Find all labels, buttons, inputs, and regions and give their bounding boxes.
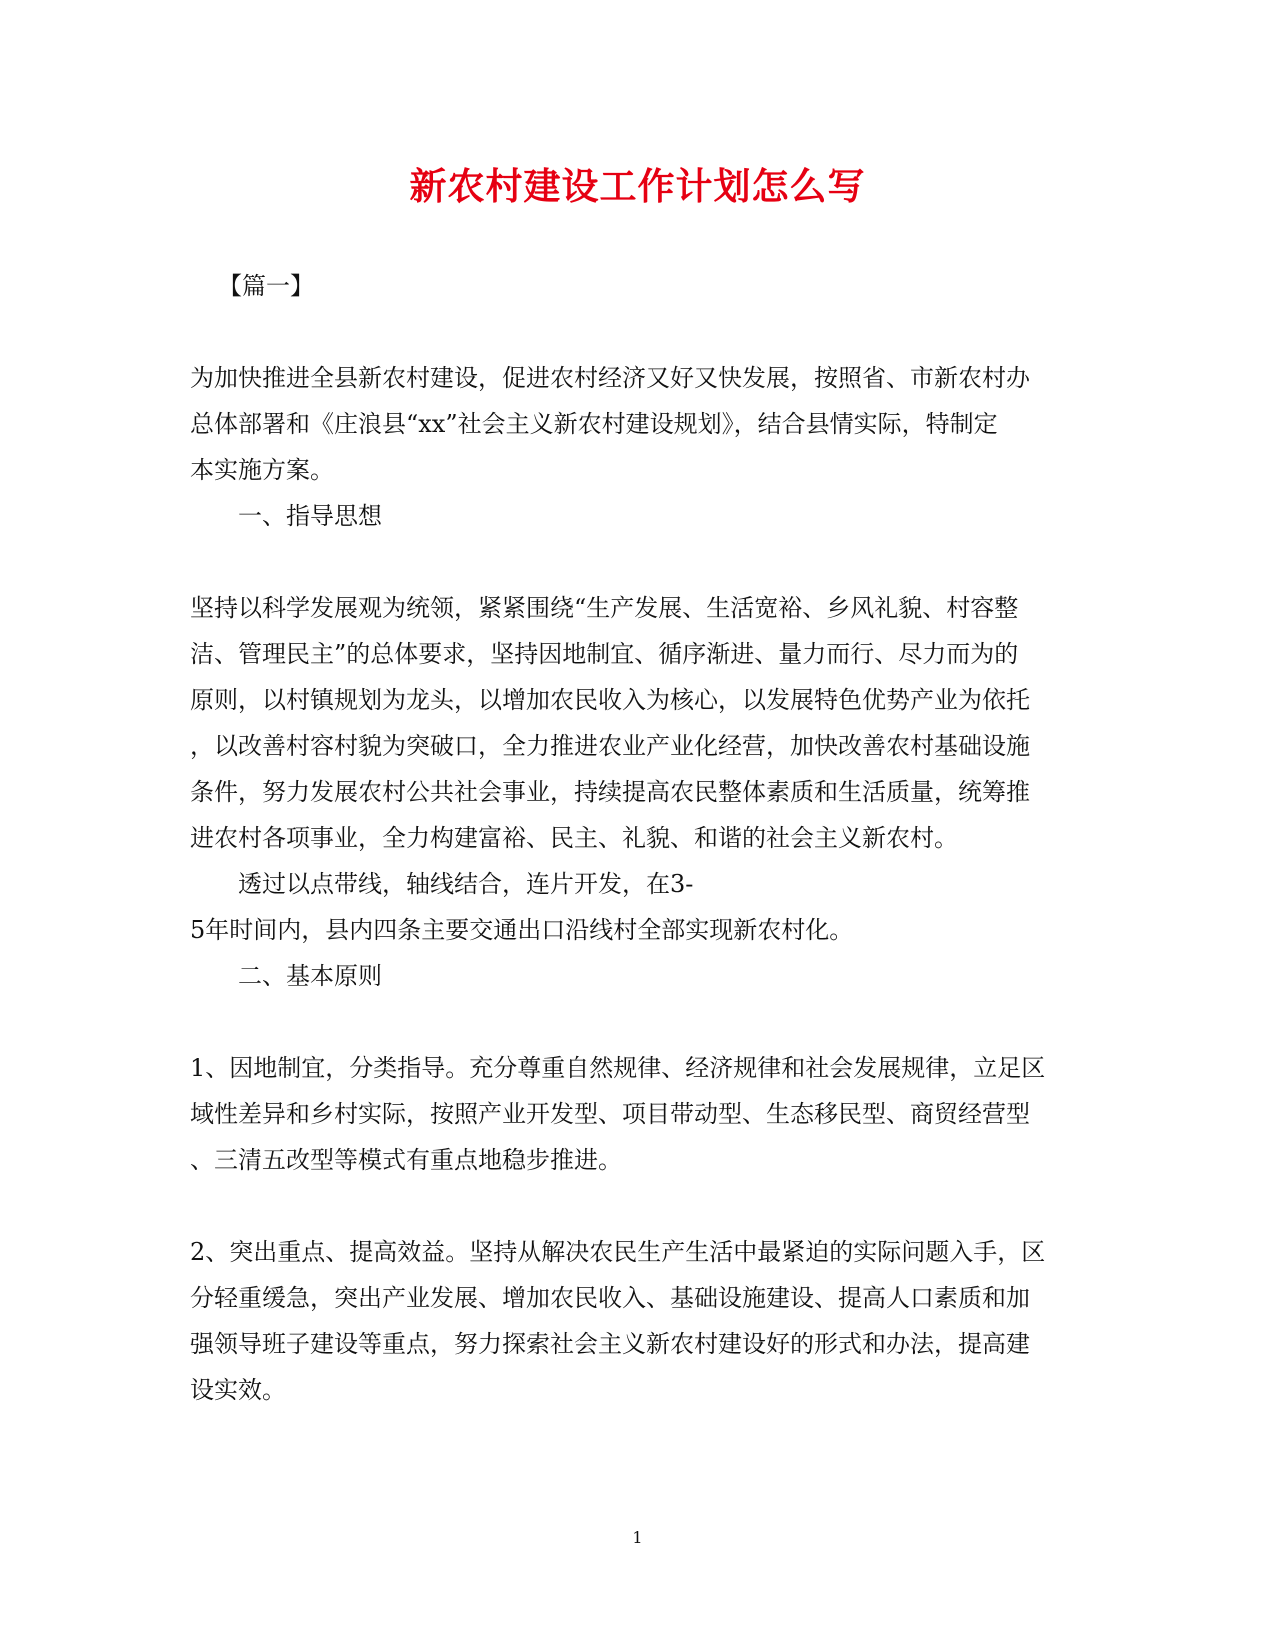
page-number: 1 [632, 1528, 643, 1547]
paragraph-line: 2、突出重点、提高效益。坚持从解决农民生产生活中最紧迫的实际问题入手，区 [190, 1238, 1046, 1266]
paragraph-line: 5年时间内，县内四条主要交通出口沿线村全部实现新农村化。 [190, 916, 854, 944]
paragraph-line: 坚持以科学发展观为统领，紧紧围绕“生产发展、生活宽裕、乡风礼貌、村容整 [190, 594, 1019, 622]
paragraph-line: 、三清五改型等模式有重点地稳步推进。 [190, 1146, 622, 1174]
paragraph-line: 本实施方案。 [190, 456, 334, 484]
paragraph-line: 域性差异和乡村实际，按照产业开发型、项目带动型、生态移民型、商贸经营型 [190, 1100, 1030, 1128]
paragraph-line: 洁、管理民主”的总体要求，坚持因地制宜、循序渐进、量力而行、尽力而为的 [190, 640, 1019, 668]
paragraph-line: 设实效。 [190, 1376, 286, 1404]
section-heading: 一、指导思想 [238, 502, 382, 530]
paragraph-line: 为加快推进全县新农村建设，促进农村经济又好又快发展，按照省、市新农村办 [190, 364, 1030, 392]
paragraph-line: 条件，努力发展农村公共社会事业，持续提高农民整体素质和生活质量，统筹推 [190, 778, 1030, 806]
section-label: 【篇一】 [218, 272, 314, 300]
paragraph-line: 原则，以村镇规划为龙头，以增加农民收入为核心，以发展特色优势产业为依托 [190, 686, 1030, 714]
paragraph-line: 进农村各项事业，全力构建富裕、民主、礼貌、和谐的社会主义新农村。 [190, 824, 958, 852]
paragraph-line: 透过以点带线，轴线结合，连片开发，在3- [238, 870, 694, 898]
paragraph-line: ，以改善村容村貌为突破口，全力推进农业产业化经营，加快改善农村基础设施 [190, 732, 1030, 760]
paragraph-line: 强领导班子建设等重点，努力探索社会主义新农村建设好的形式和办法，提高建 [190, 1330, 1030, 1358]
section-heading: 二、基本原则 [238, 962, 382, 990]
paragraph-line: 总体部署和《庄浪县“xx”社会主义新农村建设规划》，结合县情实际，特制定 [190, 410, 998, 438]
paragraph-line: 分轻重缓急，突出产业发展、增加农民收入、基础设施建设、提高人口素质和加 [190, 1284, 1030, 1312]
document-title: 新农村建设工作计划怎么写 [409, 164, 866, 208]
paragraph-line: 1、因地制宜，分类指导。充分尊重自然规律、经济规律和社会发展规律，立足区 [190, 1054, 1046, 1082]
